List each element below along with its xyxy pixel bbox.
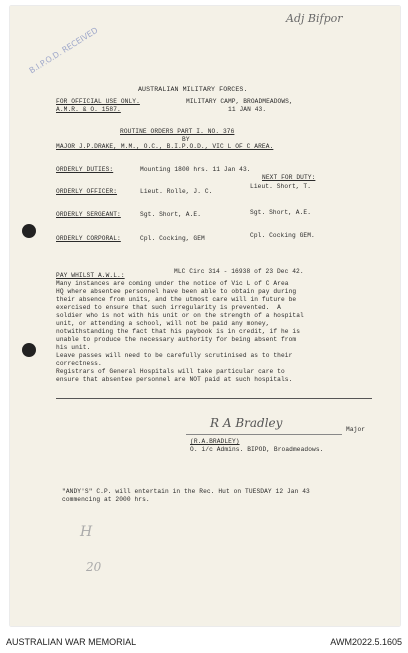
pay-body-line: soldier who is not with his unit or on the strength of a hospital [56,312,304,319]
section-divider [56,398,372,399]
pay-body-line: unit, or attending a school, will not be paid any money, [56,320,270,327]
orders-title: ROUTINE ORDERS PART I. NO. 376 [120,128,235,135]
handwritten-annotation: Adj Bifpor [286,12,343,25]
notice-line: "ANDY'S" C.P. will entertain in the Rec. Hut on TUESDAY 12 Jan 43 [62,488,310,495]
pay-body-line: ensure that absentee personnel are NOT paid at such hospitals. [56,376,293,383]
pay-body-line: unable to produce the necessary authority for being absent from [56,336,297,343]
signature: R A Bradley [210,416,283,430]
punch-hole [22,343,36,357]
pay-reference: MLC Circ 314 - 16938 of 23 Dec 42. [174,268,304,275]
orders-by: BY [182,136,190,143]
received-stamp: B.I.P.O.D. RECEIVED [27,25,100,76]
pay-body-line: his unit. [56,344,91,351]
pay-body-line: their absence from units, and the utmost care will in future be [56,296,297,303]
orderly-duties-value: Mounting 1800 hrs. 11 Jan 43. [140,166,251,173]
signature-line [186,434,342,435]
pay-body-line: Many instances are coming under the notice of Vic L of C Area [56,280,289,287]
notice-line: commencing at 2000 hrs. [62,496,150,503]
orderly-duties-label: ORDERLY DUTIES: [56,166,114,173]
next-for-duty-heading: NEXT FOR DUTY: [262,174,316,181]
pay-body-line: HQ where absentee personnel have been able to obtain pay during [56,288,297,295]
pay-body-line: exercised to ensure that such irregularity is prevented. A [56,304,281,311]
duty-label: ORDERLY SERGEANT: [56,211,121,218]
duty-current: Sgt. Short, A.E. [140,211,202,218]
official-use-note: FOR OFFICIAL USE ONLY. [56,98,140,105]
duty-next: Sgt. Short, A.E. [250,209,312,216]
signatory-rank: Major [346,426,366,433]
signatory-name: (R.A.BRADLEY) [190,438,240,445]
signatory-role: O. i/c Admins. BIPOD, Broadmeadows. [190,446,324,453]
order-date: 11 JAN 43. [228,106,267,113]
punch-hole [22,224,36,238]
org-heading: AUSTRALIAN MILITARY FORCES. [138,86,248,93]
duty-next: Cpl. Cocking GEM. [250,232,315,239]
issuing-officer: MAJOR J.P.DRAKE, M.M., O.C., B.I.P.O.D., VIC L OF C AREA. [56,143,274,150]
pay-body-line: Registrars of General Hospitals will take particular care to [56,368,285,375]
archive-footer [0,633,408,653]
handwritten-mark: 20 [86,560,102,574]
pay-heading: PAY WHILST A.W.L.: [56,272,125,279]
duty-label: ORDERLY CORPORAL: [56,235,121,242]
camp-location: MILITARY CAMP, BROADMEADOWS, [186,98,293,105]
duty-current: Cpl. Cocking, GEM [140,235,205,242]
pay-body-line: correctness. [56,360,102,367]
handwritten-mark: H [80,524,93,540]
duty-current: Lieut. Rolle, J. C. [140,188,213,195]
pay-body-line: Leave passes will need to be carefully scrutinised as to their [56,352,293,359]
pay-body-line: notwithstanding the fact that his paybook is in credit, if he is [56,328,301,335]
duty-label: ORDERLY OFFICER: [56,188,118,195]
document-page [10,6,400,626]
duty-next: Lieut. Short, T. [250,183,312,190]
archive-id: AWM2022.5.1605 [330,637,402,647]
archive-name: AUSTRALIAN WAR MEMORIAL [6,637,137,647]
amr-reference: A.M.R. & O. 1587. [56,106,121,113]
